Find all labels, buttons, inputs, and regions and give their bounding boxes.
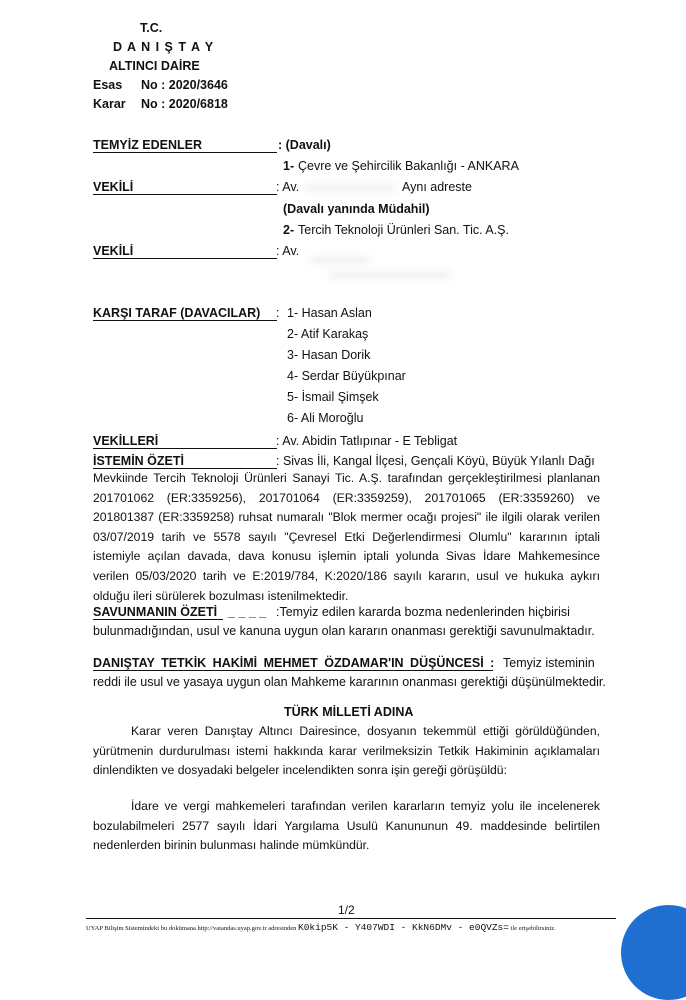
- vekilleri-label: VEKİLLERİ: [93, 434, 159, 448]
- karar-line: Karar veren Danıştay Altıncı Dairesince, dosyanın tekemmül ettiği görüldüğünden,: [131, 724, 600, 738]
- footer-text-end: ile erişebilirsiniz.: [510, 925, 556, 932]
- vekili-2-label: VEKİLİ: [93, 244, 134, 258]
- davaci-1: 1- Hasan Aslan: [287, 306, 372, 320]
- footer: [86, 922, 556, 933]
- istemin-ozeti-text: [93, 469, 600, 606]
- label-underline: [93, 258, 277, 259]
- istemin-line: Mevkiinde Tercih Teknoloji Ürünleri Sanayi Tic. A.Ş. tarafından gerçekleştirilmesi planlanan: [93, 471, 600, 485]
- footer-code: K0kip5K - Y407WDI - KkN6DMv - e0QVZs=: [298, 922, 509, 933]
- istemin-line: olduğu ileri sürülerek bozulması istenilmektedir.: [93, 588, 349, 603]
- temyiz-1-num: 1-: [283, 159, 295, 173]
- label-underline: [93, 670, 493, 671]
- savunma-label: SAVUNMANIN ÖZETİ: [93, 605, 218, 619]
- davaci-2: 2- Atif Karakaş: [287, 327, 369, 341]
- tetkik-label: DANIŞTAY TETKİK HAKİMİ MEHMET ÖZDAMAR'IN DÜŞÜNCESİ :: [93, 656, 495, 670]
- label-underline: [93, 619, 223, 620]
- istemin-line: verilen 05/03/2020 tarih ve E:2019/784, K:2020/186 sayılı kararın, usul ve hukuka aykırı: [93, 568, 600, 583]
- savunma-line-2: bulunmadığından, usul ve kanuna uygun olan kararın onanması gerektiği savunulmaktadır.: [93, 624, 595, 638]
- istemin-line: istemiyle açılan davada, dava konusu işlemin iptali yolunda Sivas İdare Mahkemesince: [93, 549, 600, 564]
- page-number: 1/2: [338, 903, 355, 917]
- temyiz-edenler-label: TEMYİZ EDENLER: [93, 138, 203, 152]
- karar-line: dinlendikten ve dosyadaki belgeler incelendikten sonra işin gereği görüşüldü:: [93, 763, 507, 778]
- header-chamber: ALTINCI DAİRE: [109, 59, 200, 73]
- davaci-5: 5- İsmail Şimşek: [287, 390, 379, 404]
- vekili-address: Aynı adreste: [402, 180, 472, 194]
- redacted-name: [310, 255, 370, 265]
- istemin-line: 03/07/2019 tarih ve 5578 sayılı "Çevresel Etki Değerlendirmesi Olumlu" kararının iptali: [93, 529, 600, 544]
- savunma-dashes: _ _ _ _: [228, 605, 267, 619]
- temyiz-2-num: 2-: [283, 223, 295, 237]
- header-tc: T.C.: [140, 21, 163, 35]
- davaci-6: 6- Ali Moroğlu: [287, 411, 364, 425]
- label-underline: [93, 152, 277, 153]
- corner-badge: [621, 905, 686, 1000]
- tetkik-line-2: reddi ile usul ve yasaya uygun olan Mahkeme kararının onanması gerektiği düşünülmektedir.: [93, 675, 606, 689]
- karar-paragraph: [93, 722, 600, 781]
- label-underline: [93, 320, 277, 321]
- idare-line: bozulabilmeleri 2577 sayılı İdari Yargılama Usulü Kanununun 49. maddesinde belirtilen: [93, 818, 600, 833]
- redacted-name: [305, 183, 395, 193]
- davaci-3: 3- Hasan Dorik: [287, 348, 371, 362]
- label-underline: [93, 194, 277, 195]
- header-court: D A N I Ş T A Y: [113, 40, 215, 54]
- vekili-value: : Av.: [276, 180, 300, 194]
- istemin-ozeti-label: İSTEMİN ÖZETİ: [93, 454, 184, 468]
- redacted-address: [330, 270, 450, 280]
- esas-label: Esas: [93, 78, 123, 92]
- temyiz-2: Tercih Teknoloji Ürünleri San. Tic. A.Ş.: [298, 223, 509, 237]
- istemin-line: 201701062 (ER:3359256), 201701064 (ER:3359259), 201701065 (ER:3359260) ve: [93, 490, 600, 505]
- karsi-taraf-label: KARŞI TARAF (DAVACILAR): [93, 306, 261, 320]
- idare-paragraph: [93, 797, 600, 856]
- istemin-line: 201801387 (ER:3359258) ruhsat numaralı "Blok mermer ocağı projesi" ile ilgili olarak verilen: [93, 510, 600, 525]
- esas-no: No : 2020/3646: [141, 78, 228, 92]
- tetkik-line-1: Temyiz isteminin: [503, 656, 595, 670]
- vekili-2-value: : Av.: [276, 244, 300, 258]
- savunma-line-1: :Temyiz edilen kararda bozma nedenlerinden hiçbirisi: [276, 605, 570, 619]
- temyiz-1: Çevre ve Şehircilik Bakanlığı - ANKARA: [298, 159, 519, 173]
- karar-line: yürütmenin durdurulması istemi hakkında karar verilmeksizin Tetkik Hakiminin açıklamaları: [93, 743, 600, 758]
- label-underline: [93, 448, 277, 449]
- idare-line: İdare ve vergi mahkemeleri tarafından verilen kararların temyiz yolu ile incelenerek: [131, 799, 600, 813]
- vekilleri-value: : Av. Abidin Tatlıpınar - E Tebligat: [276, 434, 458, 448]
- istemin-line: : Sivas İli, Kangal İlçesi, Gençali Köyü, Büyük Yılanlı Dağı: [276, 454, 595, 468]
- mudahil-label: (Davalı yanında Müdahil): [283, 202, 430, 216]
- turk-milleti-heading: TÜRK MİLLETİ ADINA: [284, 705, 414, 719]
- temyiz-edenler-value: : (Davalı): [278, 138, 331, 152]
- vekili-label: VEKİLİ: [93, 180, 134, 194]
- idare-line: nedenlerden birinin bulunması halinde mümkündür.: [93, 838, 370, 853]
- karsi-taraf-colon: :: [276, 306, 280, 320]
- karar-no: No : 2020/6818: [141, 97, 228, 111]
- davaci-4: 4- Serdar Büyükpınar: [287, 369, 406, 383]
- footer-rule: [86, 918, 616, 919]
- footer-text: UYAP Bilişim Sistemindeki bu dokümana http://vatandas.uyap.gov.tr adresinden: [86, 925, 297, 932]
- karar-label: Karar: [93, 97, 126, 111]
